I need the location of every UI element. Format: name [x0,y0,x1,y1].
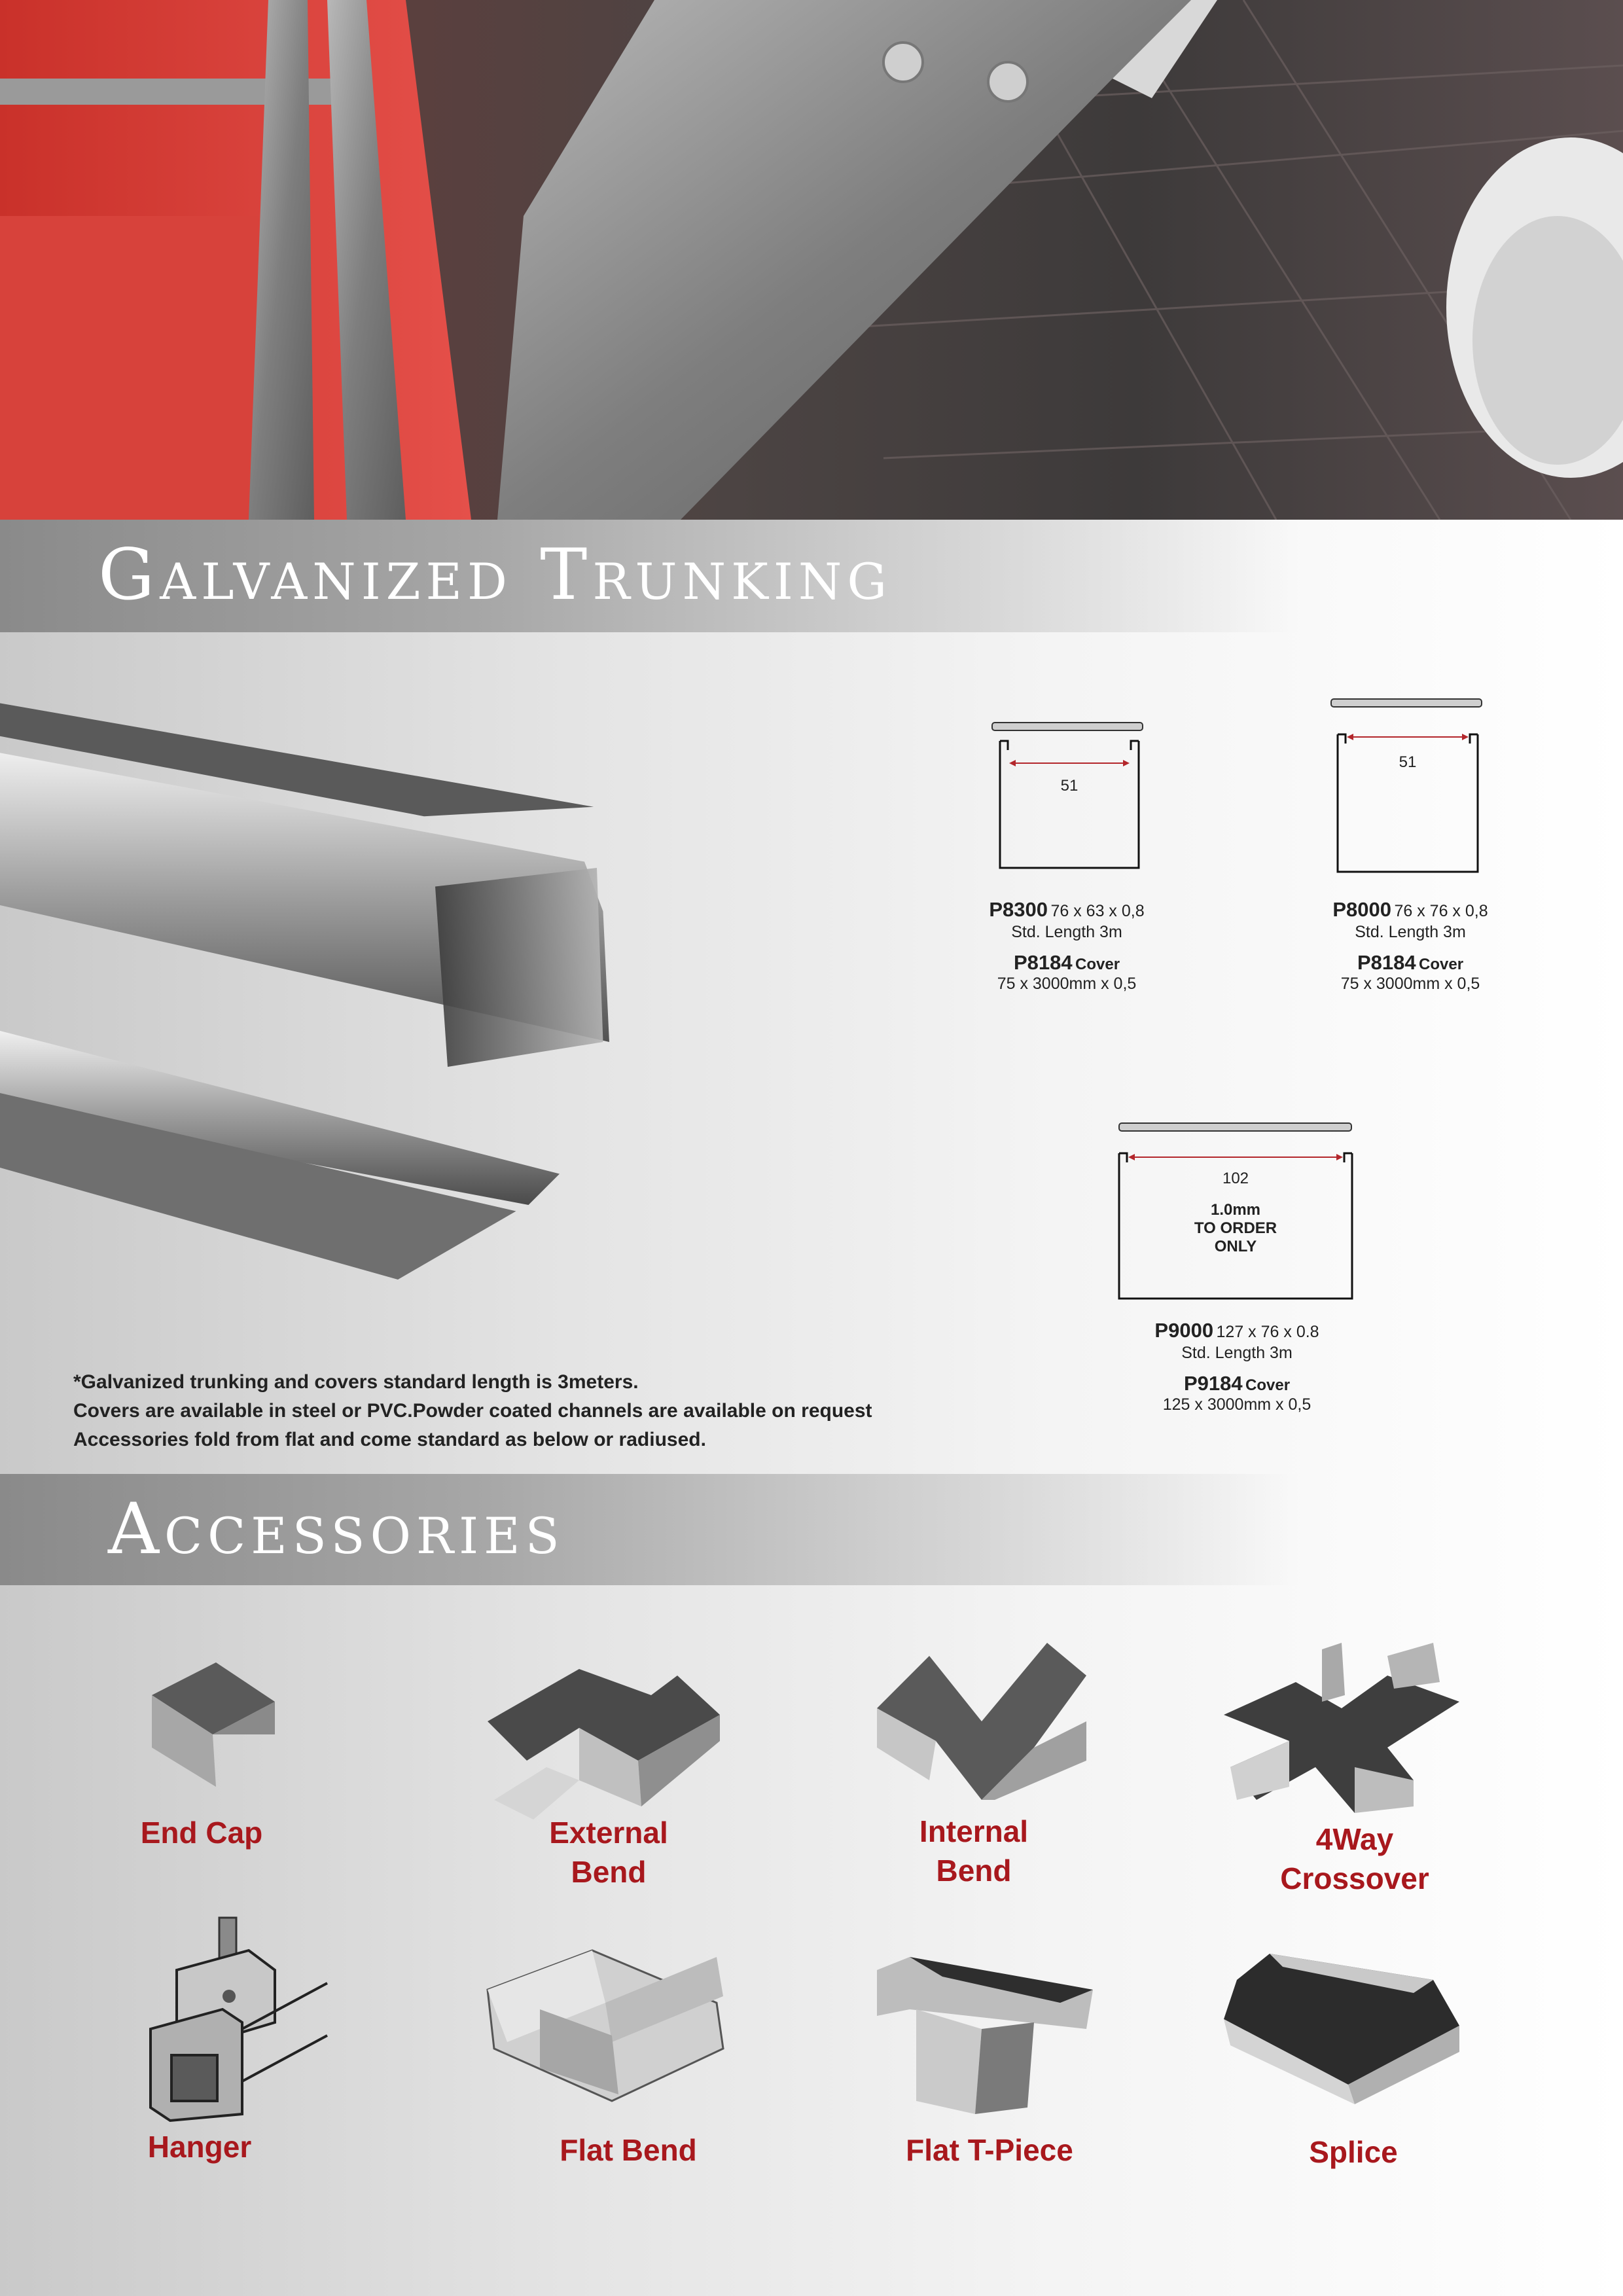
label-line-2: Crossover [1280,1861,1429,1895]
accessory-label-flat-bend [560,2130,697,2170]
p9000-profile-drawing [1113,1118,1361,1308]
trunking-installation-photo [0,0,1623,520]
section-banner-galvanized-trunking [0,520,1623,632]
label-line-1: 4Way [1315,1822,1394,1856]
inner-width-label: 51 [1060,777,1079,795]
product-length: Std. Length 3m [1355,923,1466,941]
label-line-1: Flat T-Piece [906,2133,1073,2167]
trunking-product-image [0,694,615,1322]
note-line: *Galvanized trunking and covers standard length is 3meters. [73,1371,639,1393]
label-line-1: Flat Bend [560,2133,697,2167]
cover-dims: 75 x 3000mm x 0,5 [1340,975,1480,993]
inner-note-line-3: ONLY [1214,1238,1257,1255]
label-line-2: Bend [936,1854,1012,1888]
product-length: Std. Length 3m [1181,1344,1293,1362]
cover-word: Cover [1245,1376,1291,1394]
inner-note-line-1: 1.0mm [1210,1201,1261,1219]
product-code: P8000 [1332,898,1392,921]
inner-width-label: 102 [1222,1170,1249,1187]
cover-code: P8184 [1013,951,1073,974]
section-title: Galvanized Trunking [98,534,893,616]
accessory-label-end-cap [141,1813,263,1852]
product-dims: 76 x 63 x 0,8 [1050,902,1145,920]
cover-word: Cover [1419,956,1464,973]
external-bend-icon [481,1649,730,1826]
product-dims: 127 x 76 x 0.8 [1216,1323,1319,1341]
note-line: Accessories fold from flat and come standard as below or radiused. [73,1429,706,1450]
p8300-profile-drawing [987,717,1150,881]
section-banner-accessories [0,1474,1623,1585]
section-title: Accessories [108,1488,565,1570]
product-spec-p9000 [1142,1319,1332,1414]
label-line-1: Splice [1309,2135,1398,2169]
product-length: Std. Length 3m [1011,923,1122,941]
product-code: P8300 [989,898,1048,921]
product-spec-p8000 [1322,898,1499,994]
accessory-label-splice [1309,2132,1398,2172]
note-line: Covers are available in steel or PVC.Powder coated channels are available on request [73,1400,872,1422]
flat-t-piece-icon [870,1937,1099,2121]
hero-photo [0,0,1623,520]
product-dims: 76 x 76 x 0,8 [1394,902,1488,920]
cover-dims: 125 x 3000mm x 0,5 [1162,1395,1311,1414]
notes-block [73,1368,872,1454]
internal-bend-icon [864,1630,1099,1806]
accessory-label-flat-t-piece [906,2130,1073,2170]
cover-dims: 75 x 3000mm x 0,5 [997,975,1137,993]
label-line-1: External [549,1816,668,1850]
accessory-label-4way-crossover [1280,1820,1429,1898]
label-line-1: Hanger [147,2130,252,2164]
splice-icon [1217,1947,1472,2104]
inner-note-line-2: TO ORDER [1194,1219,1277,1237]
inner-width-label: 51 [1399,753,1417,771]
cover-code: P8184 [1357,951,1416,974]
four-way-crossover-icon [1217,1636,1466,1820]
cover-word: Cover [1075,956,1120,973]
accessory-label-external-bend [549,1813,668,1892]
hanger-icon [111,1911,334,2127]
accessory-label-internal-bend [919,1812,1028,1890]
cover-code: P9184 [1183,1372,1243,1395]
end-cap-icon [144,1649,288,1793]
accessory-label-hanger [148,2127,251,2166]
label-line-1: Internal [919,1814,1029,1848]
label-line-2: Bend [571,1855,647,1889]
product-spec-p8300 [982,898,1152,994]
product-code: P9000 [1154,1319,1214,1342]
p8000-profile-drawing [1326,694,1489,884]
flat-bend-icon [481,1944,743,2108]
label-line-1: End Cap [140,1816,263,1850]
